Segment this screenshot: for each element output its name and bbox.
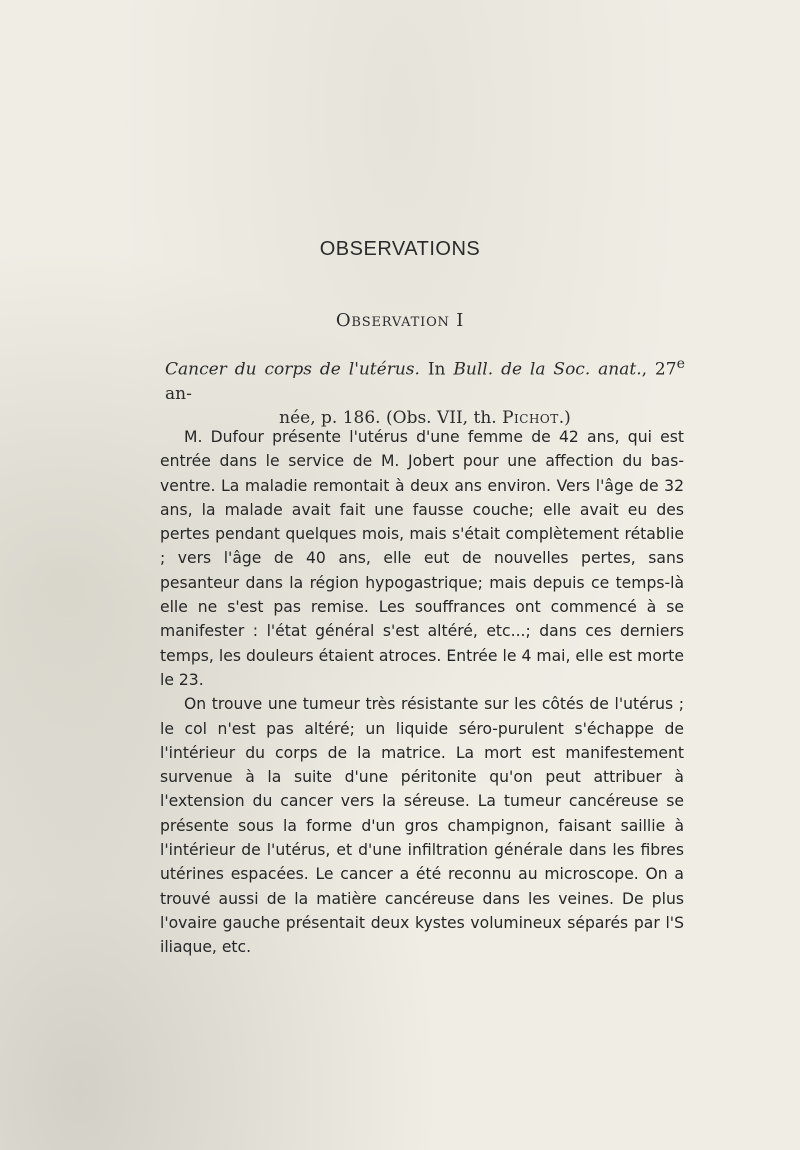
reference-after-source: , 27 <box>641 359 677 380</box>
reference-source: Bull. de la Soc. anat. <box>453 359 642 380</box>
reference-after-super: an- <box>165 383 192 404</box>
reference-line2-after: .) <box>558 407 571 428</box>
reference-superscript: e <box>676 356 685 372</box>
reference-title: Cancer du corps de l'utérus. <box>165 359 420 380</box>
observation-body <box>160 425 684 960</box>
reference-line2-before: née, p. 186. (Obs. VII, th. <box>279 407 503 428</box>
reference-in: In <box>419 359 454 380</box>
observation-title: Observation I <box>335 310 465 331</box>
section-heading: OBSERVATIONS <box>319 238 481 260</box>
paragraph-1: M. Dufour présente l'utérus d'une femme de 42 ans, qui est entrée dans le service de M. Jobert pour une affection du bas-ventre. La maladie remontait à deux ans environ. Vers l'âge de 32 ans, la malade avait fait une fausse couche; elle avait eu des pertes pendant quelques mois, mais s'était complètement rétablie ; vers l'âge de 40 ans, elle eut de nouvelles pertes, sans pesanteur dans la région hypogastrique; mais depuis ce temps-là elle ne s'est pas remise. Les souffrances ont commencé à se manifester : l'état général s'est altéré, etc...; dans ces derniers temps, les douleurs étaient atroces. Entrée le 4 mai, elle est morte le 23. <box>160 428 684 689</box>
bibliographic-reference <box>165 352 685 430</box>
reference-author: Pichot <box>502 407 559 428</box>
paragraph-2: On trouve une tumeur très résistante sur les côtés de l'utérus ; le col n'est pas altéré; un liquide séro-purulent s'échappe de l'intérieur du corps de la matrice. La mort est manifestement survenue à la suite d'une péritonite qu'on peut attribuer à l'extension du cancer vers la séreuse. La tumeur cancéreuse se présente sous la forme d'un gros champignon, faisant saillie à l'intérieur de l'utérus, et d'une infiltration générale dans les fibres utérines espacées. Le cancer a été reconnu au microscope. On a trouvé aussi de la matière cancéreuse dans les veines. De plus l'ovaire gauche présentait deux kystes volumineux séparés par l'S iliaque, etc. <box>160 695 684 957</box>
